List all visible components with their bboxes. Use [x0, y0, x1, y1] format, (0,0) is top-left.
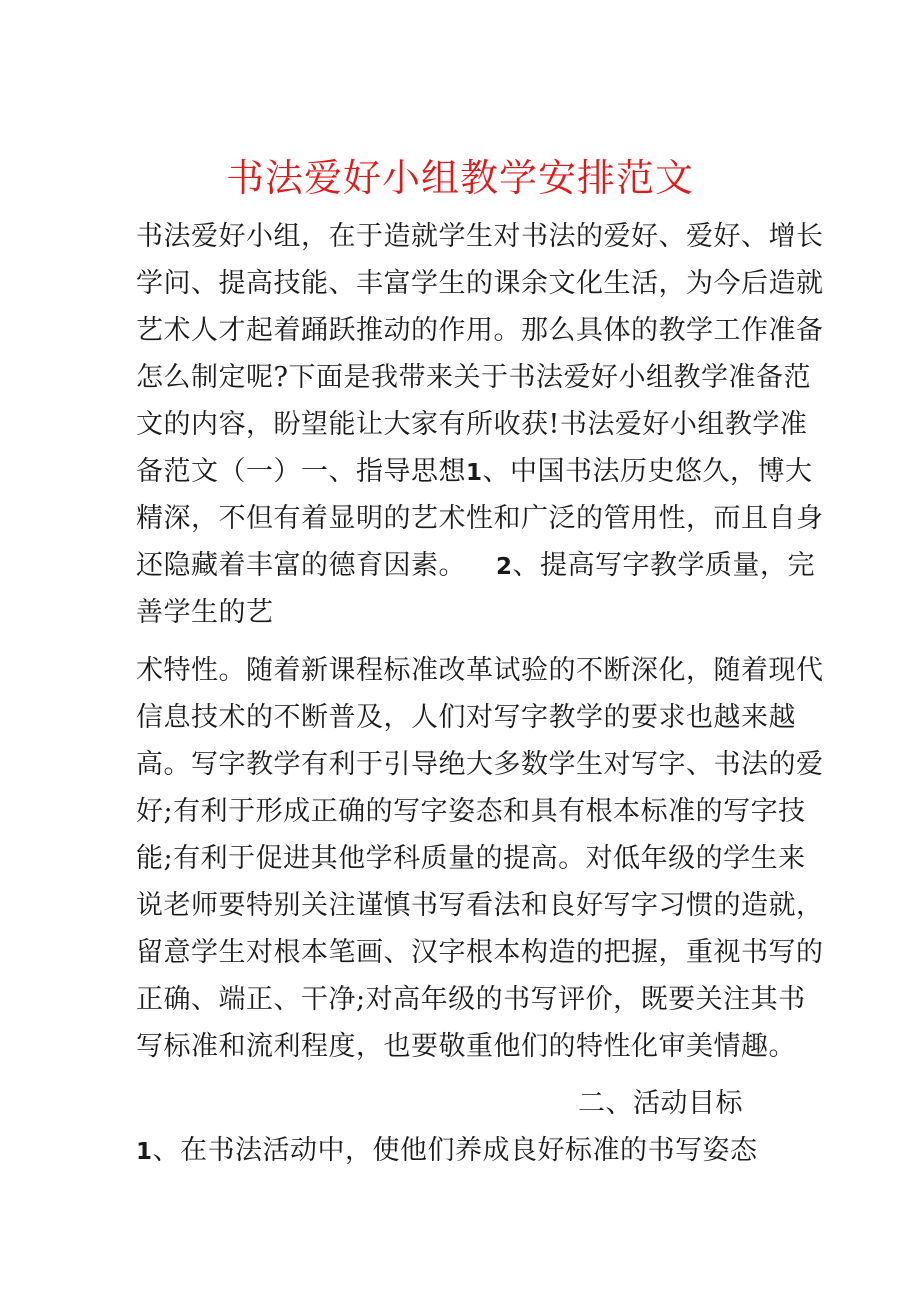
text-line: 书法爱好小组，在于造就学生对书法的爱好、爱好、增长 [136, 221, 824, 252]
list-item-text: 、在书法活动中，使他们养成良好标准的书写姿态 [152, 1135, 758, 1166]
section-heading: 二、活动目标 [578, 1088, 743, 1119]
text-line [136, 543, 815, 590]
text-line: 术特性。随着新课程标准改革试验的不断深化，随着现代 [136, 655, 824, 686]
text-line: 好;有利于形成正确的写字姿态和具有根本标准的写字技 [136, 796, 806, 827]
text-line: 艺术人才起着踊跃推动的作用。那么具体的教学工作准备 [136, 315, 824, 346]
text-line: 善学生的艺 [136, 597, 274, 628]
document-title: 书法爱好小组教学安排范文 [225, 156, 694, 200]
text-segment: 、中国书法历史悠久，博大 [482, 456, 813, 487]
text-segment: 备范文（一）一、指导思想 [136, 456, 466, 487]
text-line: 精深，不但有着显明的艺术性和广泛的管用性，而且自身 [136, 503, 824, 534]
list-number: 1 [136, 1139, 153, 1165]
text-segment: 、提高写字教学质量，完 [512, 550, 816, 581]
text-line: 信息技术的不断普及，人们对写字教学的要求也越来越 [136, 702, 796, 733]
text-line: 写标准和流利程度，也要敬重他们的特性化审美情趣。 [136, 1031, 796, 1062]
text-line: 说老师要特别关注谨慎书写看法和良好写字习惯的造就， [136, 890, 824, 921]
list-number: 2 [496, 554, 513, 580]
text-line: 文的内容，盼望能让大家有所收获!书法爱好小组教学准 [136, 409, 808, 440]
text-line: 留意学生对根本笔画、汉字根本构造的把握，重视书写的 [136, 937, 824, 968]
text-line [136, 449, 813, 496]
text-line: 学问、提高技能、丰富学生的课余文化生活，为今后造就 [136, 268, 824, 299]
text-line: 能;有利于促进其他学科质量的提高。对低年级的学生来 [136, 843, 806, 874]
text-line: 高。写字教学有利于引导绝大多数学生对写字、书法的爱 [136, 749, 824, 780]
text-line: 怎么制定呢?下面是我带来关于书法爱好小组教学准备范 [136, 362, 811, 393]
list-number: 1 [466, 460, 483, 486]
list-item [136, 1128, 758, 1175]
text-line: 正确、端正、干净;对高年级的书写评价，既要关注其书 [136, 984, 806, 1015]
text-segment: 还隐藏着丰富的德育因素。 [136, 550, 466, 581]
